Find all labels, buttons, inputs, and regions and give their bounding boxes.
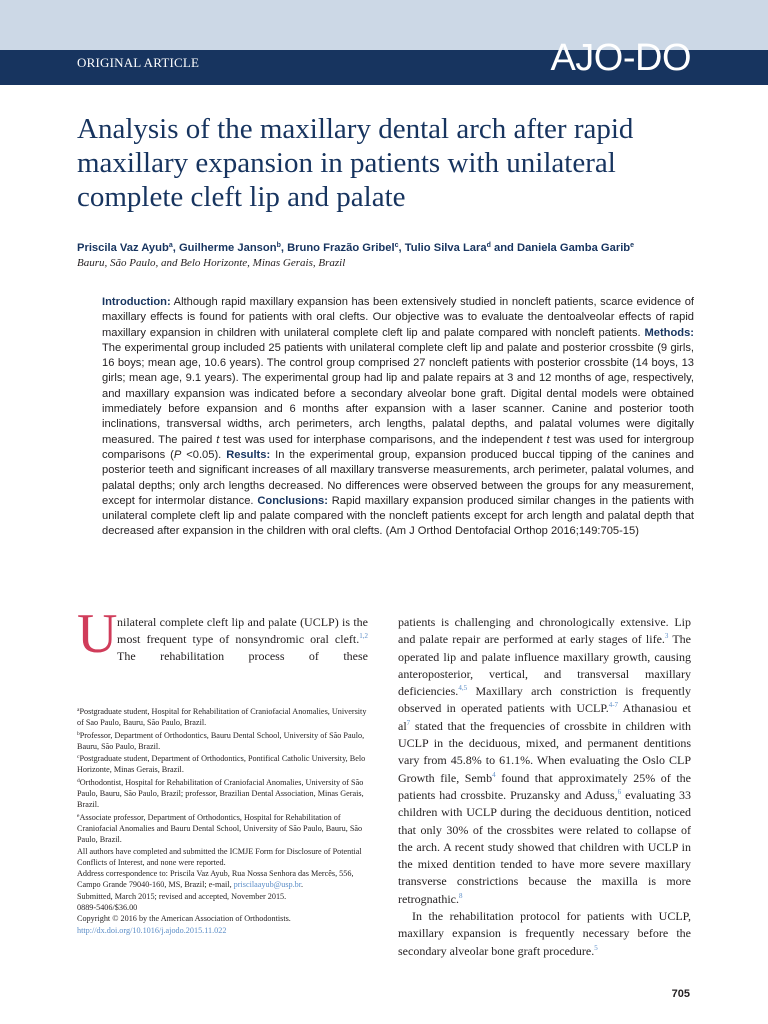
author-affiliation-mark: e bbox=[630, 242, 635, 249]
citation-link[interactable]: 1,2 bbox=[359, 632, 368, 640]
page-number: 705 bbox=[671, 988, 690, 1000]
copyright-notice: Copyright © 2016 by the American Association of Orthodontists. bbox=[77, 914, 291, 924]
citation-link[interactable]: 4,5 bbox=[458, 684, 468, 693]
citation-link[interactable]: 3 bbox=[664, 632, 669, 641]
body-text: The operated lip and palate influence maxillary growth, causing anteroposterior, vertical, and transversal maxillary deficiencies. bbox=[398, 632, 691, 699]
abstract-conclusions-text: Rapid maxillary expansion produced similar changes in the patients with unilateral complete cleft lip and palate compared with the noncleft patients except for arch length and palatal depth that decreased after expansion in the children with oral clefts. (Am J Orthod Dentofacial Orthop 2016;149:705-15) bbox=[102, 494, 694, 538]
abstract-results-text: In the experimental group, expansion produced buccal tipping of the canines and posterior teeth and significant increases of all maxillary transverse measurements, arch perimeter, palatal volumes, and palatal depths; only arch lengths decreased. No differences were observed between the groups for any measurement, except for intermolar distance. bbox=[102, 448, 694, 507]
author-name: Tulio Silva Lara bbox=[404, 242, 487, 254]
body-text: Maxillary arch constriction is frequently observed in operated patients with UCLP. bbox=[398, 684, 691, 716]
submission-dates: Submitted, March 2015; revised and accepted, November 2015. bbox=[77, 891, 287, 901]
body-text: The rehabilitation process of these bbox=[117, 649, 368, 663]
footnote bbox=[77, 776, 370, 811]
t-test-symbol: t bbox=[216, 433, 220, 446]
correspondence-address bbox=[77, 868, 370, 891]
footnote bbox=[77, 811, 370, 846]
abstract-methods-label: Methods: bbox=[644, 326, 694, 339]
author-separator: and bbox=[490, 242, 517, 254]
body-text: In the rehabilitation protocol for patients with UCLP, maxillary expansion is frequently necessary before the secondary alveolar bone graft procedure. bbox=[398, 909, 691, 958]
abstract-introduction-text: Although rapid maxillary expansion has been extensively studied in noncleft patients, scarce evidence of maxillary effects is found for patients with oral clefts. Our objective was to evaluate the dentoalveolar effects of rapid maxillary expansion in children with unilateral complete cleft lip and palate compared with noncleft patients. bbox=[102, 296, 694, 339]
author-affiliation-mark: a bbox=[168, 242, 173, 249]
footnote-mark: c bbox=[77, 754, 80, 761]
abstract-methods-text: <0.05). bbox=[181, 448, 227, 461]
author-name: Priscila Vaz Ayub bbox=[77, 242, 169, 254]
t-test-symbol: t bbox=[546, 433, 550, 446]
citation-link[interactable]: 8 bbox=[458, 891, 463, 900]
footnote-text: Postgraduate student, Department of Orthodontics, Pontifical Catholic University, Belo Horizonte, Minas Gerais, Brazil. bbox=[77, 754, 366, 775]
address-text: . bbox=[301, 880, 304, 890]
author-separator: , bbox=[172, 242, 179, 254]
author-name: Bruno Frazão Gribel bbox=[287, 242, 395, 254]
abstract-methods-text: test was used for interphase comparisons, and the independent bbox=[219, 433, 547, 446]
section-label: ORIGINAL ARTICLE bbox=[77, 55, 200, 70]
footnotes bbox=[77, 705, 370, 936]
author-name: Daniela Gamba Garib bbox=[516, 242, 631, 254]
body-text-right-column bbox=[398, 614, 691, 960]
disclosure-note: All authors have completed and submitted the ICMJE Form for Disclosure of Potential Conflicts of Interest, and none were reported. bbox=[77, 846, 362, 867]
body-text: found that approximately 25% of the patients had crossbite. Pruzansky and Aduss, bbox=[398, 770, 691, 802]
abstract-introduction-label: Introduction: bbox=[102, 296, 171, 308]
author-separator: , bbox=[398, 242, 405, 254]
citation-link[interactable]: 5 bbox=[594, 943, 598, 952]
author-location: Bauru, São Paulo, and Belo Horizonte, Minas Gerais, Brazil bbox=[77, 257, 346, 269]
address-text: Address correspondence to: Priscila Vaz Ayub, Rua Nossa Senhora das Mercês, 556, Campo Grande 79040-160, MS, Brazil; e-mail, bbox=[77, 869, 354, 890]
footnote bbox=[77, 752, 370, 776]
footnote-mark: b bbox=[77, 730, 80, 737]
p-value-symbol: P bbox=[173, 448, 182, 461]
body-text: evaluating 33 children with UCLP during the deciduous dentition, noticed that only 30% of the crossbites were related to collapse of the arch. A recent study showed that children with UCLP in the mixed dentition tended to have more severe maxillary transverse constrictions because the maxilla is more retrognathic. bbox=[398, 787, 692, 906]
journal-logo: AJO-DO bbox=[550, 37, 691, 79]
abstract-results-label: Results: bbox=[226, 448, 271, 461]
body-text: nilateral complete cleft lip and palate (UCLP) is the most frequent type of nonsyndromic oral cleft. bbox=[117, 615, 368, 646]
body-paragraph bbox=[398, 908, 691, 960]
body-text: Athanasiou et al bbox=[398, 701, 691, 733]
footnote-mark: a bbox=[77, 707, 80, 713]
author-affiliation-mark: c bbox=[394, 242, 399, 249]
abstract-methods-text: The experimental group included 25 patients with unilateral complete cleft lip and palate and posterior crossbite (9 girls, 16 boys; mean age, 10.6 years). The control group comprised 27 noncleft patients with posterior crossbite (14 boys, 13 girls; mean age, 9.1 years). The experimental group had lip and palate repairs at 3 and 12 months of age, respectively, and maxillary expansion was indicated before a secondary alveolar bone graft. Digital dental models were obtained immediately before expansion and 6 months after expansion with a laser scanner. Canine and posterior tooth inclinations, transversal widths, arch perimeters, arch lengths, palatal depths, and palatal volumes were digitally measured. The paired bbox=[102, 341, 694, 446]
citation-link[interactable]: 4-7 bbox=[608, 701, 619, 710]
author-affiliation-mark: d bbox=[486, 242, 491, 249]
footnote bbox=[77, 729, 370, 753]
author-affiliation-mark: b bbox=[276, 242, 281, 249]
email-link[interactable]: priscilaayub@usp.br bbox=[233, 880, 302, 890]
citation-link[interactable]: 4 bbox=[492, 770, 496, 779]
issn: 0889-5406/$36.00 bbox=[77, 903, 138, 913]
author-separator: , bbox=[280, 242, 288, 254]
body-text: patients is challenging and chronologically extensive. Lip and palate repair are performed at early stages of life. bbox=[398, 615, 691, 647]
footnote bbox=[77, 705, 370, 729]
body-text: stated that the frequencies of crossbite in children with UCLP in the deciduous, mixed, and permanent dentitions vary from 45.8% to 61.1%. When evaluating the Oslo CLP Growth file, Semb bbox=[398, 718, 691, 785]
abstract-methods-text: test was used for intergroup comparisons ( bbox=[102, 433, 694, 461]
article-title: Analysis of the maxillary dental arch after rapid maxillary expansion in patients with unilateral complete cleft lip and palate bbox=[77, 113, 634, 213]
abstract bbox=[102, 295, 694, 540]
citation-link[interactable]: 6 bbox=[617, 787, 622, 796]
footnote-text: Professor, Department of Orthodontics, Bauru Dental School, University of São Paulo, Bauru, São Paulo, Brazil. bbox=[77, 730, 365, 751]
body-paragraph bbox=[398, 614, 691, 908]
footnote-mark: d bbox=[77, 777, 80, 784]
author-list bbox=[77, 239, 717, 255]
citation-link[interactable]: 7 bbox=[406, 718, 411, 727]
doi-link[interactable]: http://dx.doi.org/10.1016/j.ajodo.2015.11.022 bbox=[77, 925, 227, 935]
author-name: Guilherme Janson bbox=[178, 242, 277, 254]
abstract-conclusions-label: Conclusions: bbox=[257, 494, 328, 507]
drop-cap: U bbox=[77, 603, 118, 665]
body-text-left-column bbox=[117, 614, 368, 665]
footnote-text: Postgraduate student, Hospital for Rehabilitation of Craniofacial Anomalies, University of Sao Paulo, Bauru, São Paulo, Brazil. bbox=[77, 707, 367, 728]
footnote-text: Associate professor, Department of Orthodontics, Hospital for Rehabilitation of Craniofacial Anomalies and Bauru Dental School, University of São Paulo, Bauru, São Paulo, Brazil. bbox=[77, 812, 363, 845]
footnote-text: Orthodontist, Hospital for Rehabilitation of Craniofacial Anomalies, University of São Paulo, Bauru, São Paulo, Brazil; professor, Brazilian Dental Association, Minas Gerais, Brazil. bbox=[77, 777, 364, 810]
footnote-mark: e bbox=[77, 812, 80, 819]
